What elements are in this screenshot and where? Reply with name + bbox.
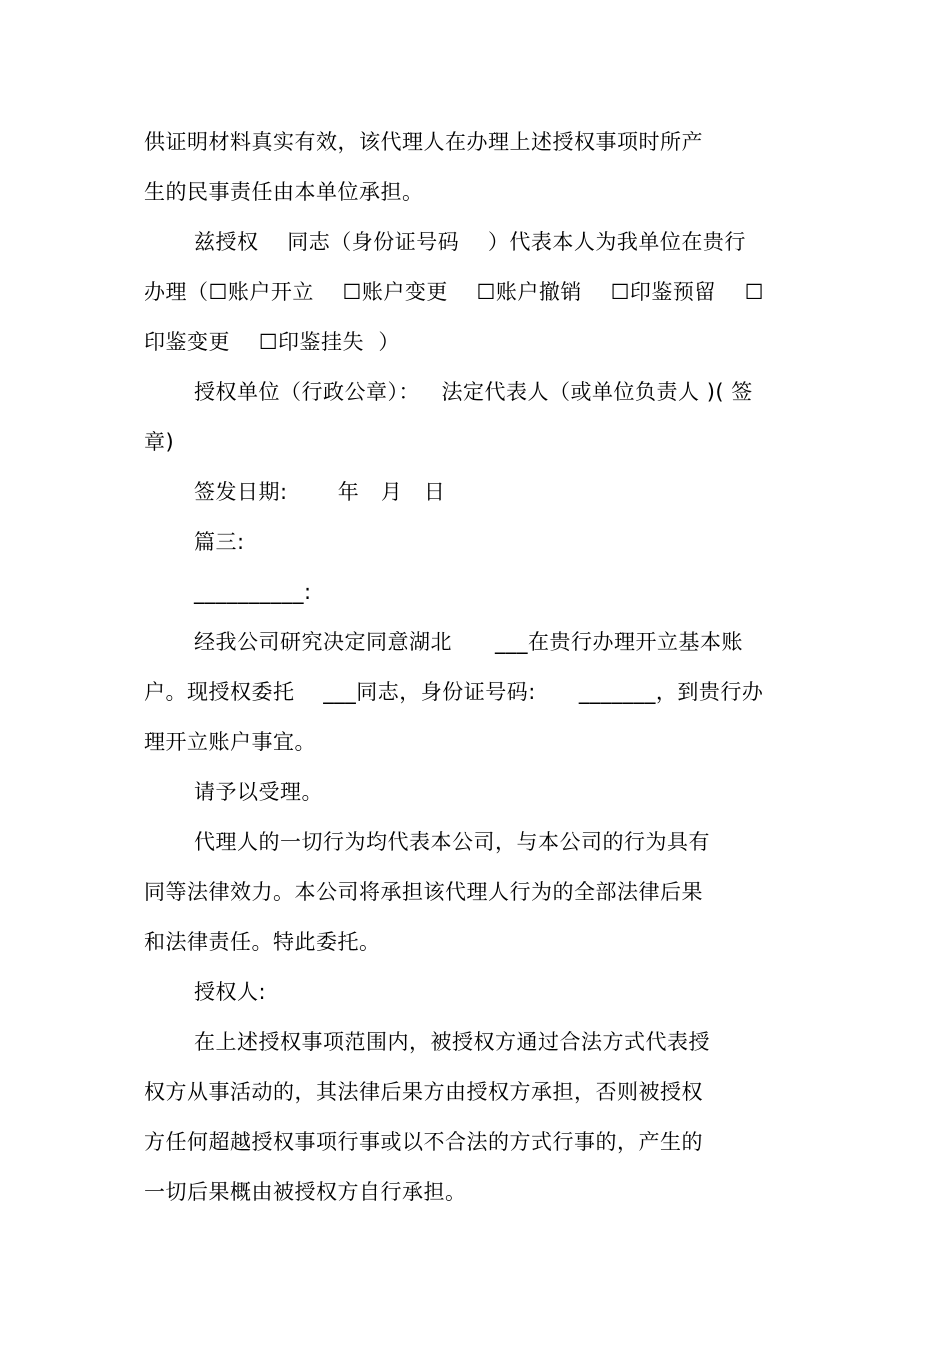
paragraph-line: 授权单位（行政公章）： 法定代表人（或单位负责人 )( 签 bbox=[194, 380, 753, 404]
paragraph-line: 和法律责任。特此委托。 bbox=[144, 930, 381, 954]
paragraph-line: 签发日期: 年 月 日 bbox=[194, 480, 446, 504]
paragraph-line: 生的民事责任由本单位承担。 bbox=[144, 180, 424, 204]
paragraph-line: 经我公司研究决定同意湖北 ___在贵行办理开立基本账 bbox=[194, 630, 744, 654]
paragraph-line: 理开立账户事宜。 bbox=[144, 730, 316, 754]
paragraph-line: 一切后果概由被授权方自行承担。 bbox=[144, 1180, 467, 1204]
addressee-line: __________: bbox=[194, 580, 312, 604]
paragraph-line: 同等法律效力。本公司将承担该代理人行为的全部法律后果 bbox=[144, 880, 703, 904]
paragraph-line: 在上述授权事项范围内，被授权方通过合法方式代表授 bbox=[194, 1030, 710, 1054]
paragraph-line: 章) bbox=[144, 430, 175, 454]
paragraph-line: 权方从事活动的，其法律后果方由授权方承担，否则被授权 bbox=[144, 1080, 703, 1104]
signature-label: 授权人: bbox=[194, 980, 267, 1004]
paragraph-line: 请予以受理。 bbox=[194, 780, 323, 804]
paragraph-line: 方任何超越授权事项行事或以不合法的方式行事的，产生的 bbox=[144, 1130, 703, 1154]
paragraph-line: 兹授权 同志（身份证号码 ）代表本人为我单位在贵行 bbox=[194, 230, 746, 254]
paragraph-line: 供证明材料真实有效，该代理人在办理上述授权事项时所产 bbox=[144, 130, 703, 154]
paragraph-line: 户。现授权委托 ___同志，身份证号码: _______，到贵行办 bbox=[144, 680, 764, 704]
paragraph-line: 办理（☐账户开立 ☐账户变更 ☐账户撤销 ☐印鉴预留 ☐ bbox=[144, 280, 764, 304]
paragraph-line: 代理人的一切行为均代表本公司，与本公司的行为具有 bbox=[194, 830, 710, 854]
section-heading: 篇三: bbox=[194, 530, 245, 554]
paragraph-line: 印鉴变更 ☐印鉴挂失 ） bbox=[144, 330, 400, 354]
